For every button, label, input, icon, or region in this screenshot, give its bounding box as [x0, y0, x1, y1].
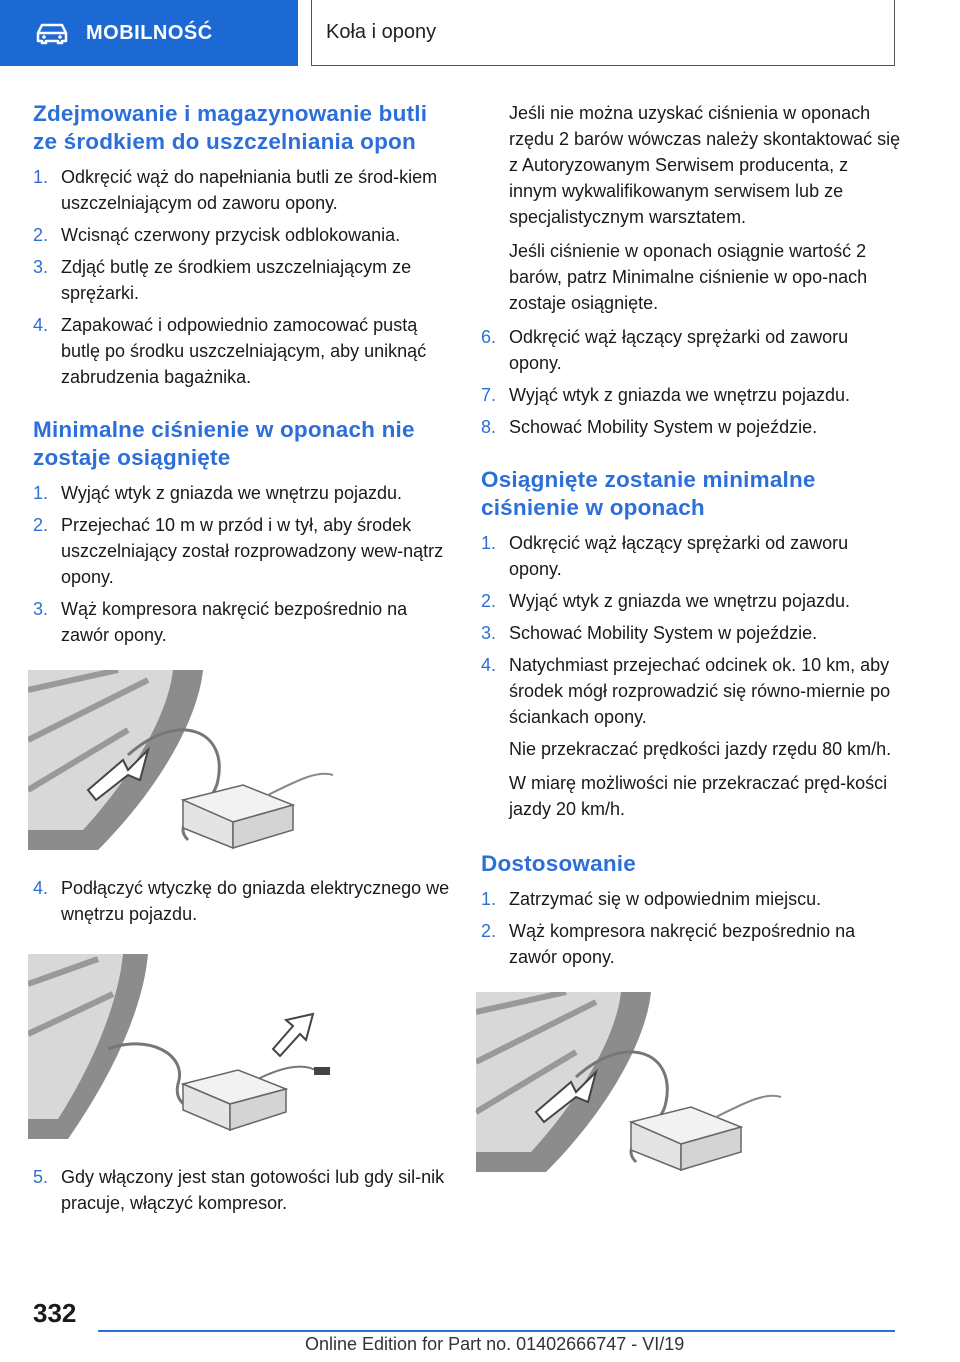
compressor-plug-illustration	[28, 949, 338, 1139]
list-item: 3. Zdjąć butlę ze środkiem uszczelniającym ze sprężarki.	[33, 257, 412, 303]
footer-divider	[98, 1330, 895, 1332]
pressure-not-reached-step-4	[33, 875, 453, 927]
list-item: 2. Wąż kompresora nakręcić bezpośrednio na zawór opony.	[481, 921, 856, 967]
list-item: 4. Zapakować i odpowiednio zamocować pustą butlę po środku uszczelniającym, aby uniknąć zabrudzenia bagażnika.	[33, 315, 427, 387]
list-item: 7. Wyjąć wtyk z gniazda we wnętrzu pojazdu.	[481, 385, 850, 405]
page-number: 332	[33, 1298, 77, 1328]
note-pressure-reached: Jeśli ciśnienie w oponach osiągnie wartość 2 barów, patrz Minimalne ciśnienie w opo-nach zostaje osiągnięte.	[509, 241, 868, 313]
section-tab[interactable]	[0, 0, 298, 66]
list-item: 8. Schować Mobility System w pojeździe.	[481, 417, 818, 437]
note-speed-limit-80: Nie przekraczać prędkości jazdy rzędu 80 km/h.	[509, 739, 892, 759]
note-contact-service: Jeśli nie można uzyskać ciśnienia w oponach rzędu 2 barów wówczas należy skontaktować się z Autoryzowanym Serwisem producenta, z innym wykwalifikowanym serwisem lub ze specjalistycznym warsztatem.	[509, 103, 901, 227]
pressure-not-reached-steps	[33, 480, 453, 648]
right-column	[481, 100, 901, 1197]
list-item: 3. Wąż kompresora nakręcić bezpośrednio na zawór opony.	[33, 599, 408, 645]
pressure-reached-steps	[481, 530, 901, 730]
list-item: 2. Wyjąć wtyk z gniazda we wnętrzu pojazdu.	[481, 591, 850, 611]
chapter-title	[311, 0, 895, 66]
list-item: 2. Przejechać 10 m w przód i w tył, aby środek uszczelniający został rozprowadzony wew-nątrz opony.	[33, 515, 444, 587]
heading-removal: Zdejmowanie i magazynowanie butli ze środkiem do uszczelniania opon	[33, 101, 428, 154]
list-item: 6. Odkręcić wąż łączący sprężarki od zaworu opony.	[481, 327, 849, 373]
list-item: 1. Wyjąć wtyk z gniazda we wnętrzu pojazdu.	[33, 483, 402, 503]
list-item: 4. Podłączyć wtyczkę do gniazda elektrycznego we wnętrzu pojazdu.	[33, 878, 450, 924]
list-item: 1. Zatrzymać się w odpowiednim miejscu.	[481, 889, 822, 909]
note-speed-limit-20: W miarę możliwości nie przekraczać pręd-kości jazdy 20 km/h.	[509, 773, 888, 819]
heading-adjustment: Dostosowanie	[481, 851, 636, 876]
list-item: 5. Gdy włączony jest stan gotowości lub gdy sil-nik pracuje, włączyć kompresor.	[33, 1167, 445, 1213]
list-item: 1. Odkręcić wąż łączący sprężarki od zaworu opony.	[481, 533, 849, 579]
list-item: 3. Schować Mobility System w pojeździe.	[481, 623, 818, 643]
tire-compressor-illustration	[28, 670, 338, 850]
list-item: 2. Wcisnąć czerwony przycisk odblokowania.	[33, 225, 401, 245]
removal-steps	[33, 164, 453, 390]
tire-compressor-illustration-2	[476, 992, 786, 1172]
page-header	[0, 0, 960, 66]
car-icon	[34, 21, 70, 45]
pressure-not-reached-step-5	[33, 1164, 453, 1216]
heading-pressure-reached: Osiągnięte zostanie minimalne ciśnienie w oponach	[481, 467, 816, 520]
section-label: MOBILNOŚĆ	[86, 21, 213, 44]
list-item: 1. Odkręcić wąż do napełniania butli ze środ-kiem uszczelniającym od zaworu opony.	[33, 167, 438, 213]
edition-text: Online Edition for Part no. 01402666747 - VI/19	[305, 1334, 685, 1354]
list-item: 4. Natychmiast przejechać odcinek ok. 10 km, aby środek mógł rozprowadzić się równo-miernie po ściankach opony.	[481, 655, 891, 727]
left-column	[33, 100, 453, 1222]
heading-pressure-not-reached: Minimalne ciśnienie w oponach nie zostaje osiągnięte	[33, 417, 415, 470]
chapter-title-text: Koła i opony	[326, 21, 437, 43]
adjustment-steps	[481, 886, 901, 970]
continued-steps	[481, 324, 901, 440]
